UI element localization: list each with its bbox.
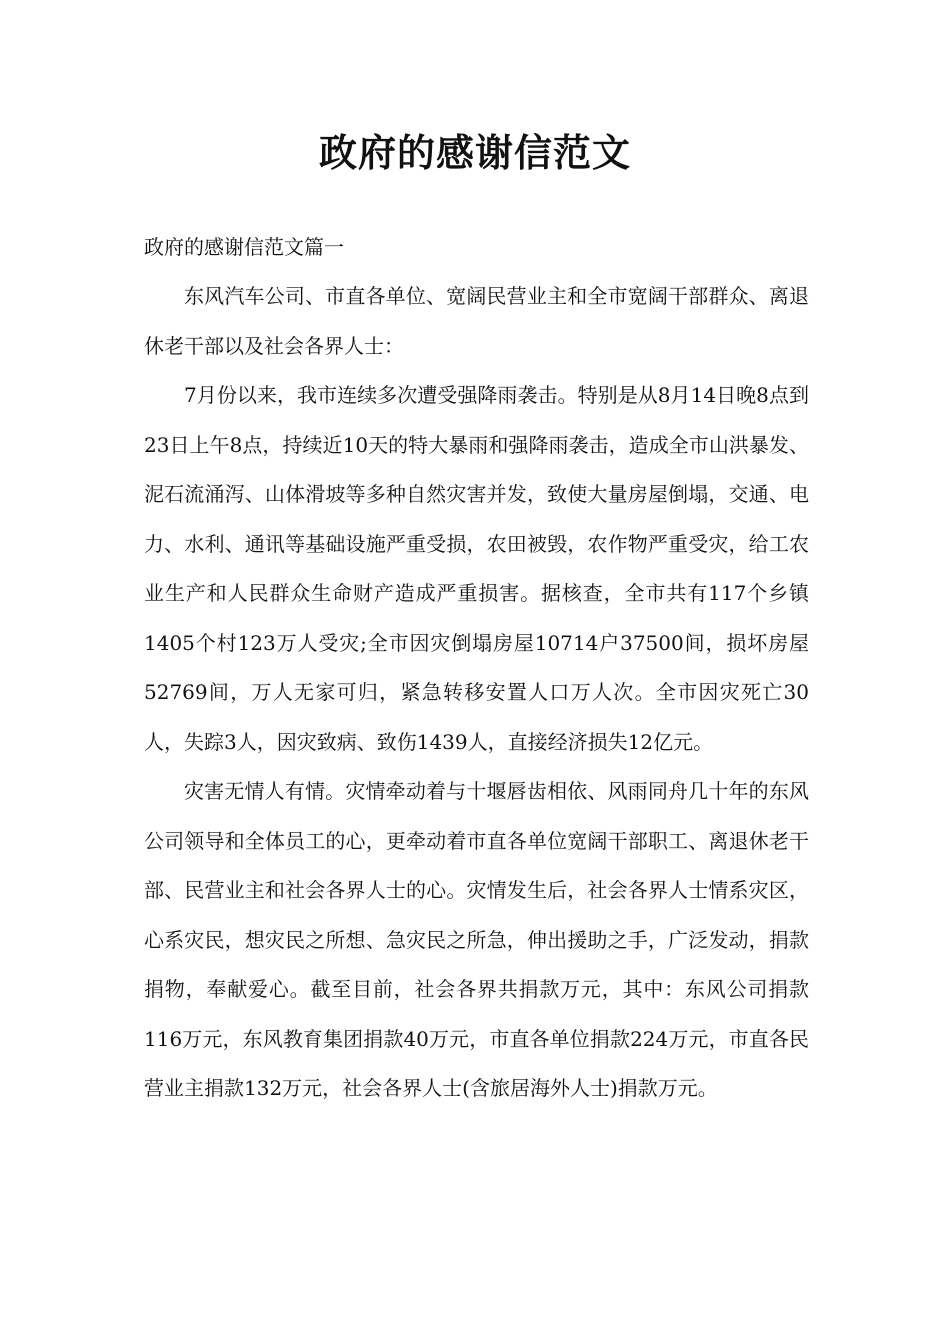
document-body — [144, 222, 809, 1114]
salutation-paragraph: 东风汽车公司、市直各单位、宽阔民营业主和全市宽阔干部群众、离退休老干部以及社会各界人士： — [144, 284, 809, 358]
donation-paragraph: 灾害无情人有情。灾情牵动着与十堰唇齿相依、风雨同舟几十年的东风公司领导和全体员工的心，更牵动着市直各单位宽阔干部职工、离退休老干部、民营业主和社会各界人士的心。灾情发生后，社会各界人士情系灾区，心系灾民，想灾民之所想、急灾民之所急，伸出援助之手，广泛发动，捐款捐物，奉献爱心。截至目前，社会各界共捐款万元，其中：东风公司捐款116万元，东风教育集团捐款40万元，市直各单位捐款224万元，市直各民营业主捐款132万元，社会各界人士(含旅居海外人士)捐款万元。 — [144, 779, 809, 1100]
document-title: 政府的感谢信范文 — [318, 130, 631, 175]
disaster-report-paragraph: 7月份以来，我市连续多次遭受强降雨袭击。特别是从8月14日晚8点到23日上午8点，持续近10天的特大暴雨和强降雨袭击，造成全市山洪暴发、泥石流涌泻、山体滑坡等多种自然灾害并发，致使大量房屋倒塌，交通、电力、水利、通讯等基础设施严重受损，农田被毁，农作物严重受灾，给工农业生产和人民群众生命财产造成严重损害。据核查，全市共有117个乡镇1405个村123万人受灾;全市因灾倒塌房屋10714户37500间，损坏房屋52769间，万人无家可归，紧急转移安置人口万人次。全市因灾死亡30人，失踪3人，因灾致病、致伤1439人，直接经济损失12亿元。 — [144, 383, 809, 754]
section-heading: 政府的感谢信范文篇一 — [144, 235, 344, 259]
